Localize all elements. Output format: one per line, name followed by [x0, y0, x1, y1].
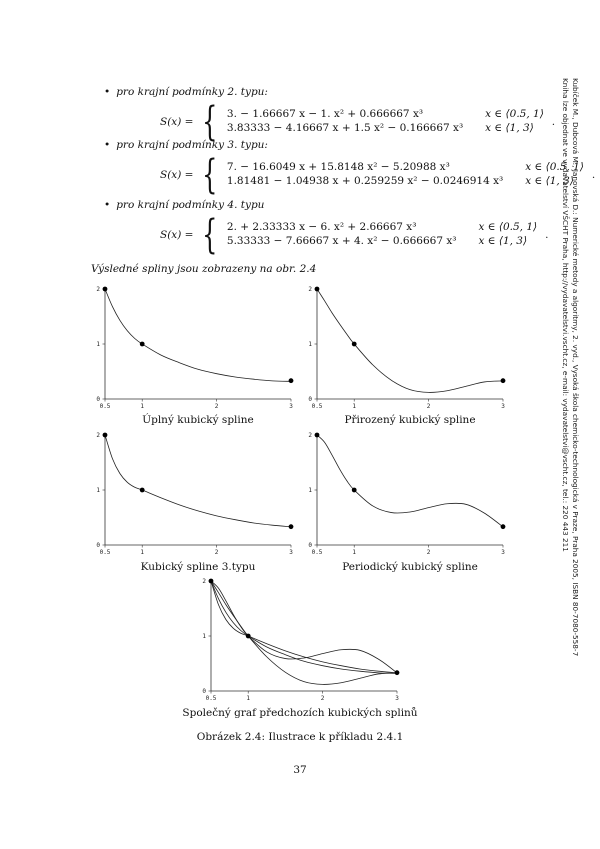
x-tick-label: 2 — [320, 695, 325, 702]
x-tick-label: 0.5 — [311, 403, 323, 410]
side-note-line2: Kniha lze objednat ve vydavatelství VŠCHT Praha, http://vydavatelstvi.vscht.cz, e-mail: vydavatelstvi@vscht.cz, tel.: 220 443 211 — [561, 78, 570, 552]
y-tick-label: 2 — [96, 286, 100, 293]
y-tick-label: 0 — [308, 396, 312, 403]
bullet-type-2: • pro krajní podmínky 2. typu: — [104, 86, 268, 98]
chart-svg-4 — [199, 573, 411, 703]
y-tick-label: 0 — [96, 542, 100, 549]
x-tick-label: 0.5 — [311, 549, 323, 556]
spline-curve — [317, 435, 503, 527]
chart-svg-1 — [305, 281, 517, 411]
interpolation-point — [289, 524, 294, 529]
chart-svg-3 — [305, 427, 517, 557]
x-tick-label: 1 — [140, 403, 145, 410]
y-tick-label: 0 — [308, 542, 312, 549]
y-tick-label: 0 — [96, 396, 100, 403]
equation-type-2: S(x) = { 3. − 1.66667 x − 1. x² + 0.666667 x³ x ∈ ⟨0.5, 1⟩ 3.83333 − 4.16667 x + 1.5 x² − 0.166667 x³ x ∈ ⟨1, 3⟩ . — [160, 99, 556, 145]
x-tick-label: 3 — [289, 549, 293, 556]
interpolation-point — [395, 670, 400, 675]
interpolation-point — [315, 287, 320, 292]
interpolation-point — [209, 579, 214, 584]
y-tick-label: 2 — [308, 432, 312, 439]
spline-curve — [105, 435, 291, 527]
x-tick-label: 3 — [501, 549, 505, 556]
figure-intro: Výsledné spliny jsou zobrazeny na obr. 2.4 — [91, 263, 317, 275]
x-tick-label: 1 — [246, 695, 251, 702]
interpolation-point — [103, 433, 108, 438]
caption-type3-spline: Kubický spline 3.typu — [140, 561, 256, 573]
interpolation-point — [140, 488, 145, 493]
page-number: 37 — [293, 764, 307, 776]
x-tick-label: 0.5 — [99, 549, 111, 556]
interpolation-point — [315, 433, 320, 438]
y-tick-label: 1 — [96, 487, 100, 494]
x-tick-label: 0.5 — [205, 695, 217, 702]
x-tick-label: 2 — [426, 403, 431, 410]
interpolation-point — [103, 287, 108, 292]
interpolation-point — [289, 378, 294, 383]
x-tick-label: 2 — [426, 549, 431, 556]
spline-curve — [317, 289, 503, 392]
x-tick-label: 3 — [501, 403, 505, 410]
bullet-type-4: • pro krajní podmínky 4. typu — [104, 199, 265, 211]
figure-caption: Obrázek 2.4: Ilustrace k příkladu 2.4.1 — [196, 731, 404, 743]
y-tick-label: 1 — [308, 487, 312, 494]
x-tick-label: 3 — [289, 403, 293, 410]
bullet-type-3: • pro krajní podmínky 3. typu: — [104, 139, 268, 151]
x-tick-label: 2 — [214, 549, 219, 556]
x-tick-label: 1 — [352, 403, 357, 410]
side-note-line1: Kubíček M., Dubcová M., Janovská D.: Numerické metody a algoritmy, 2. vyd., Vysoká škola chemicko-technologická v Praze, Praha 2005, ISBN 80-7080-558-7 — [571, 78, 580, 657]
x-tick-label: 1 — [352, 549, 357, 556]
y-tick-label: 1 — [202, 633, 206, 640]
y-tick-label: 1 — [96, 341, 100, 348]
x-tick-label: 2 — [214, 403, 219, 410]
spline-curve — [211, 581, 397, 673]
spline-curve — [105, 289, 291, 381]
interpolation-point — [140, 342, 145, 347]
y-tick-label: 1 — [308, 341, 312, 348]
side-note — [560, 78, 580, 656]
interpolation-point — [246, 634, 251, 639]
chart-svg-0 — [93, 281, 305, 411]
equation-type-3: S(x) = { 7. − 16.6049 x + 15.8148 x² − 5.20988 x³ x ∈ ⟨0.5, 1⟩ 1.81481 − 1.04938 x + 0.259259 x² − 0.0246914 x³ x ∈ ⟨1, 3⟩ . — [160, 152, 596, 198]
interpolation-point — [501, 378, 506, 383]
x-tick-label: 3 — [395, 695, 399, 702]
interpolation-point — [501, 524, 506, 529]
caption-natural-spline: Přirozený kubický spline — [344, 414, 476, 426]
x-tick-label: 1 — [140, 549, 145, 556]
caption-combined-splines: Společný graf předchozích kubických splinů — [182, 707, 418, 719]
interpolation-point — [352, 488, 357, 493]
caption-complete-spline: Úplný kubický spline — [142, 414, 254, 426]
y-tick-label: 2 — [308, 286, 312, 293]
interpolation-point — [352, 342, 357, 347]
y-tick-label: 2 — [202, 578, 206, 585]
spline-curve — [211, 581, 397, 673]
y-tick-label: 2 — [96, 432, 100, 439]
spline-curve — [211, 581, 397, 684]
chart-svg-2 — [93, 427, 305, 557]
y-tick-label: 0 — [202, 688, 206, 695]
equation-type-4: S(x) = { 2. + 2.33333 x − 6. x² + 2.66667 x³ x ∈ ⟨0.5, 1⟩ 5.33333 − 7.66667 x + 4. x² − 0.666667 x³ x ∈ ⟨1, 3⟩ . — [160, 212, 549, 258]
spline-curve — [211, 581, 397, 673]
x-tick-label: 0.5 — [99, 403, 111, 410]
caption-periodic-spline: Periodický kubický spline — [342, 561, 478, 573]
